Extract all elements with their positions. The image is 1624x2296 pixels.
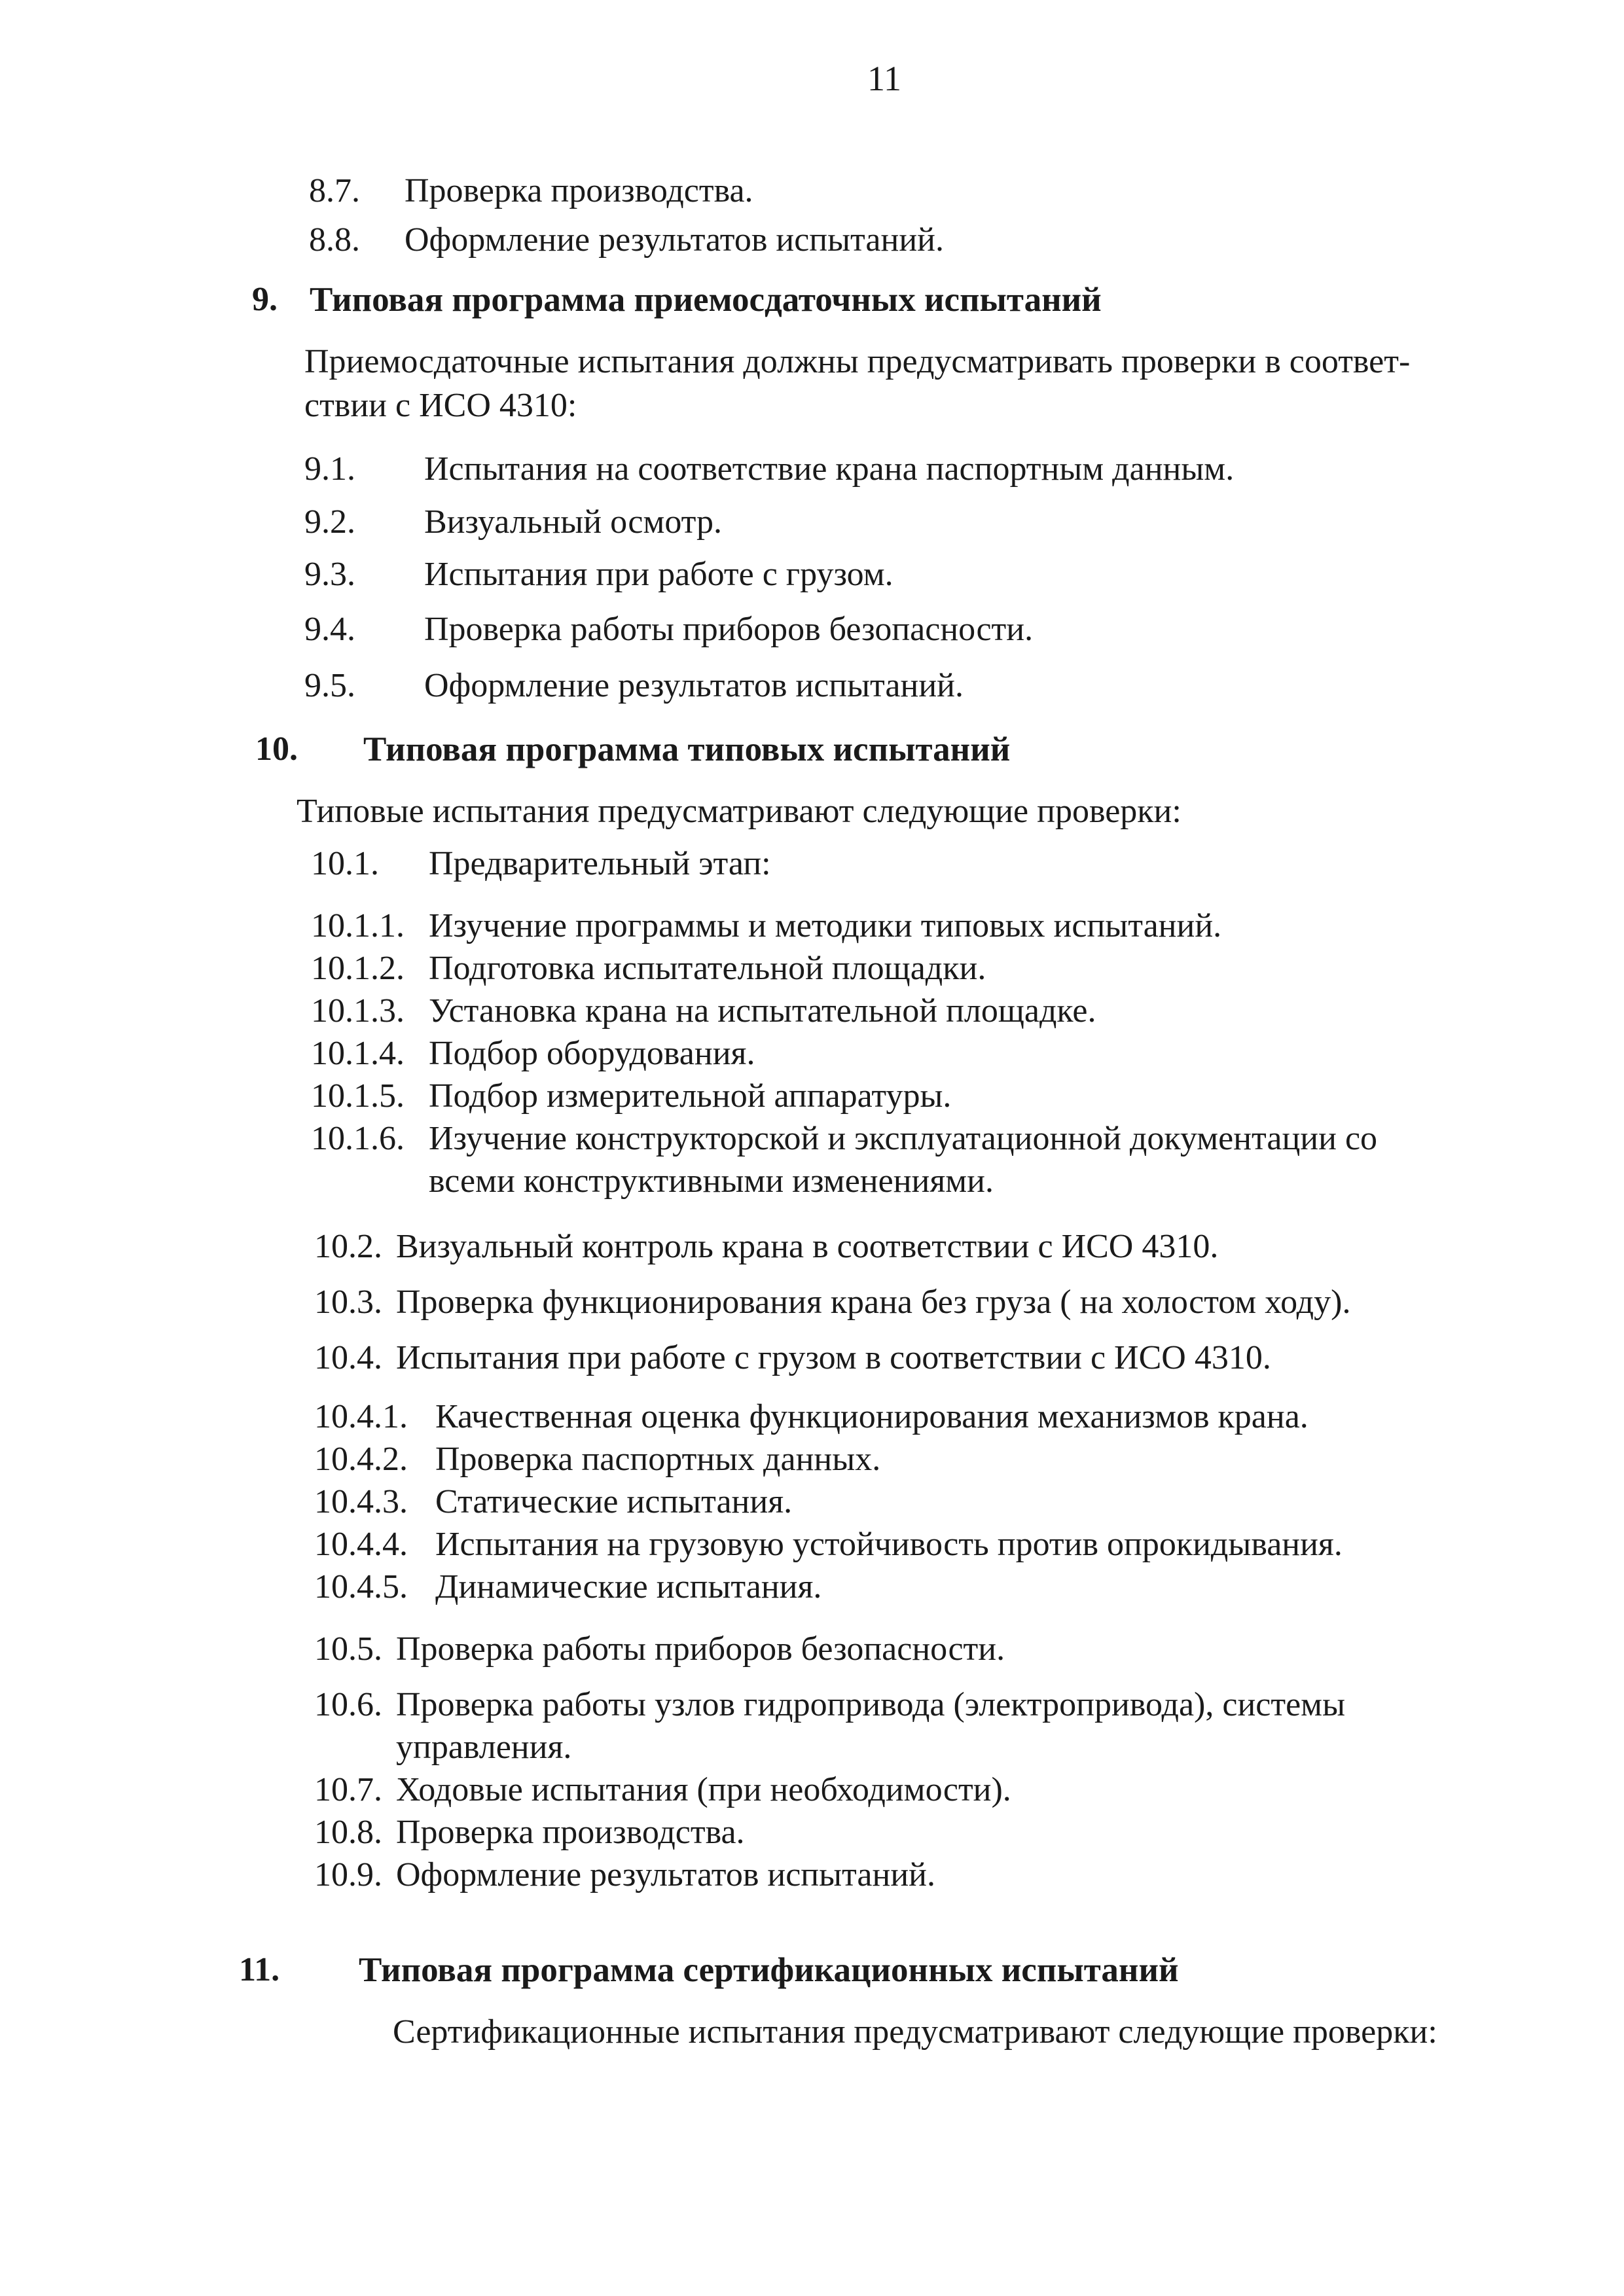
item-number: 10.9. [314, 1856, 382, 1893]
item-number: 9.5. [304, 667, 355, 704]
list-item-text: Испытания при работе с грузом в соответствии с ИСО 4310. [396, 1339, 1271, 1376]
paragraph-text: Сертификационные испытания предусматривают следующие проверки: [393, 2013, 1437, 2051]
item-number: 10.5. [314, 1630, 382, 1668]
item-number: 10.4.2. [314, 1441, 408, 1478]
list-item-text: Испытания при работе с грузом. [424, 556, 893, 593]
list-item-text: Изучение конструкторской и эксплуатационной документации со [429, 1120, 1378, 1157]
paragraph-text: управления. [396, 1729, 572, 1766]
list-item-text: Оформление результатов испытаний. [424, 667, 964, 704]
item-number: 10.2. [314, 1228, 382, 1265]
list-item-text: Статические испытания. [435, 1483, 793, 1520]
item-number: 10.7. [314, 1771, 382, 1808]
paragraph-text: Приемосдаточные испытания должны предусматривать проверки в соответ- [304, 343, 1411, 380]
item-number: 10.1.1. [311, 907, 405, 944]
item-number: 9.1. [304, 450, 355, 488]
list-item-text: Визуальный осмотр. [424, 503, 723, 541]
item-number: 10.3. [314, 1283, 382, 1321]
list-item-text: Проверка производства. [396, 1814, 745, 1851]
list-item-text: Проверка паспортных данных. [435, 1441, 881, 1478]
list-item-text: Изучение программы и методики типовых испытаний. [429, 907, 1222, 944]
item-number: 9.2. [304, 503, 355, 541]
item-number: 9.4. [304, 611, 355, 648]
list-item-text: Проверка работы приборов безопасности. [396, 1630, 1005, 1668]
list-item-text: Проверка производства. [405, 172, 753, 209]
paragraph-text: Типовые испытания предусматривают следующие проверки: [297, 793, 1182, 830]
list-item-text: Подбор измерительной аппаратуры. [429, 1077, 952, 1115]
list-item-text: Предварительный этап: [429, 845, 771, 882]
list-item-text: Проверка функционирования крана без груза ( на холостом ходу). [396, 1283, 1351, 1321]
section-heading-number: 9. [252, 281, 278, 318]
section-heading: Типовая программа приемосдаточных испытаний [310, 281, 1102, 319]
item-number: 10.1.3. [311, 992, 405, 1030]
section-heading-number: 11. [239, 1951, 280, 1988]
list-item-text: Испытания на грузовую устойчивость против опрокидывания. [435, 1526, 1343, 1563]
list-item-text: Подбор оборудования. [429, 1035, 755, 1072]
item-number: 8.7. [309, 172, 360, 209]
list-item-text: Оформление результатов испытаний. [396, 1856, 935, 1893]
item-number: 10.4. [314, 1339, 382, 1376]
list-item-text: Испытания на соответствие крана паспортным данным. [424, 450, 1235, 488]
item-number: 10.4.4. [314, 1526, 408, 1563]
item-number: 10.1.2. [311, 950, 405, 987]
list-item-text: Подготовка испытательной площадки. [429, 950, 986, 987]
list-item-text: Установка крана на испытательной площадке. [429, 992, 1096, 1030]
item-number: 10.4.5. [314, 1568, 408, 1605]
item-number: 10.1.6. [311, 1120, 405, 1157]
item-number: 10.1.4. [311, 1035, 405, 1072]
item-number: 10.4.1. [314, 1398, 408, 1435]
item-number: 10.1.5. [311, 1077, 405, 1115]
list-item-text: Проверка работы узлов гидропривода (электропривода), системы [396, 1686, 1346, 1723]
list-item-text: Ходовые испытания (при необходимости). [396, 1771, 1011, 1808]
section-heading: Типовая программа сертификационных испытаний [359, 1951, 1179, 1989]
list-item-text: Качественная оценка функционирования механизмов крана. [435, 1398, 1308, 1435]
paragraph-text: ствии с ИСО 4310: [304, 387, 577, 424]
section-heading-number: 10. [255, 730, 298, 768]
item-number: 10.8. [314, 1814, 382, 1851]
list-item-text: Проверка работы приборов безопасности. [424, 611, 1034, 648]
item-number: 9.3. [304, 556, 355, 593]
item-number: 8.8. [309, 221, 360, 259]
item-number: 10.6. [314, 1686, 382, 1723]
paragraph-text: всеми конструктивными изменениями. [429, 1162, 994, 1200]
section-heading: Типовая программа типовых испытаний [363, 730, 1011, 768]
list-item-text: Динамические испытания. [435, 1568, 822, 1605]
item-number: 10.1. [311, 845, 379, 882]
page-number: 11 [867, 59, 901, 98]
list-item-text: Визуальный контроль крана в соответствии с ИСО 4310. [396, 1228, 1219, 1265]
item-number: 10.4.3. [314, 1483, 408, 1520]
list-item-text: Оформление результатов испытаний. [405, 221, 944, 259]
